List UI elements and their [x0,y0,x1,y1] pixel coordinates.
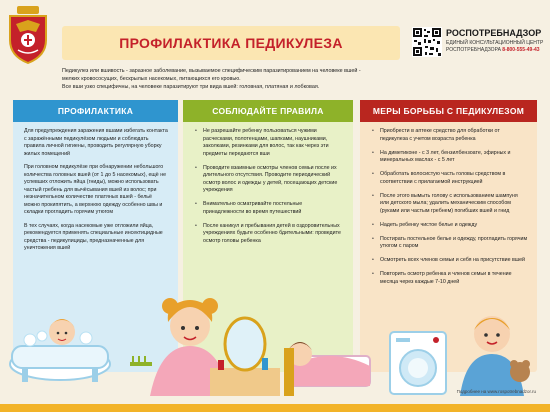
agency-block [446,28,546,53]
list-item: • Проводите взаимные осмотры членов семьи после их длительного отсутствия. Проводите периодический осмотр волос и одежды у детей, посещающих детские учреждения [203,165,344,195]
title-banner [62,26,400,60]
intro-line: мелких кровососущих, бескрылых насекомых, питающихся его кровью. [62,75,241,82]
agency-short: РОСПОТРЕБНАДЗОРА [446,46,501,53]
agency-line: ЕДИНЫЙ КОНСУЛЬТАЦИОННЫЙ ЦЕНТР [446,39,544,46]
bottom-stripe [0,404,550,412]
list-item: • Приобрести в аптеке средство для обработки от педикулеза с учетом возраста ребенка [380,128,528,143]
paragraph: В тех случаях, когда насекомые уже отложили яйца, рекомендуется применять специальные инсектицидные средства - педикулициды, предназначенные для уничтожения вшей [24,222,163,252]
children-illustration [0,236,550,396]
agency-phone[interactable]: 8-800-555-49-43 [502,46,540,53]
list-item: • На диметиконе - с 3 лет, бензилбензоате, эфирных и минеральных маслах - с 5 лет [380,150,528,165]
list-item: • После каникул и пребывания детей в оздоровительных учреждениях будьте особенно бдительными: проведите осмотр головы ребенка [203,223,344,246]
list-item: • Обработать волосистую часть головы средством в соответствии с прилагаемой инструкцией [380,171,528,186]
column-header [183,100,353,122]
footer-credit [457,389,536,394]
agency-name: РОСПОТРЕБНАДЗОР [446,28,542,38]
list-item: • Внимательно осматривайте постельные принадлежности во время путешествий [203,201,344,216]
list-item: • Надеть ребенку чистое белье и одежду [380,222,528,230]
column-title: ПРОФИЛАКТИКА [57,106,134,116]
rules-list [194,128,344,245]
list-item: • Осмотреть всех членов семьи и себя на присутствие вшей [380,257,528,265]
column-header [13,100,178,122]
child-with-teddy-illustration [460,316,530,396]
list-item: • Не разрешайте ребенку пользоваться чужими расческами, полотенцами, шапками, наушниками, заколками, резинками для волос, так как через эти предметы передаются вши [203,128,344,158]
column-title: СОБЛЮДАЙТЕ ПРАВИЛА [212,106,324,116]
washing-machine-illustration [390,332,446,394]
list-item: • После этого вымыть голову с использованием шампуня или детского мыла; удалить механическим способом (руками или частым гребнем) погибших вшей и гнид [380,193,528,216]
paragraph: При головном педикулёзе при обнаружении небольшого количества головных вшей (от 1 до 5 насекомых), ещё не успевших отложить яйца (гниды), можно использовать частый гребень для вычёсывания вшей из волос; при незначительном количестве платяных вшей - бельё можно прокипятить, а верхнюю одежду особенно швы и складки прогладить горячим утюгом [24,164,167,216]
page-title: ПРОФИЛАКТИКА ПЕДИКУЛЕЗА [119,35,343,51]
rospotrebnadzor-emblem-icon [6,6,50,64]
column-title: МЕРЫ БОРЬБЫ С ПЕДИКУЛЕЗОМ [372,106,525,116]
footer-credit-text[interactable]: Подробнее на www.rospotrebnadzor.ru [456,389,536,394]
column-header [360,100,537,122]
column-body [183,122,353,245]
column-body [13,122,178,253]
bathtub-child-illustration [10,319,110,382]
intro-line: Все вши узко специфичны, на человеке паразитируют три вида вшей: головная, платяная и лобковая. [62,83,320,90]
child-in-bed-illustration [284,342,370,396]
list-item: • Постирать постельное белье и одежду, прогладить горячим утюгом с паром [380,236,528,251]
paragraph: Для предупреждения заражения вшами избегать контакта с заражёнными педикулёзом людьми и соблюдать правила личной гигиены, проводить регулярную уборку жилых помещений [24,128,168,157]
list-item: • Повторить осмотр ребенка и членов семьи в течение месяца через каждые 7-10 дней [380,271,528,286]
dresser-illustration [210,318,280,396]
intro-text [62,68,480,91]
qr-code-icon[interactable] [412,27,442,57]
intro-line: Педикулез или вшивость - заразное заболевание, вызываемое специфическим паразитированием на человеке вшей - [62,68,361,74]
